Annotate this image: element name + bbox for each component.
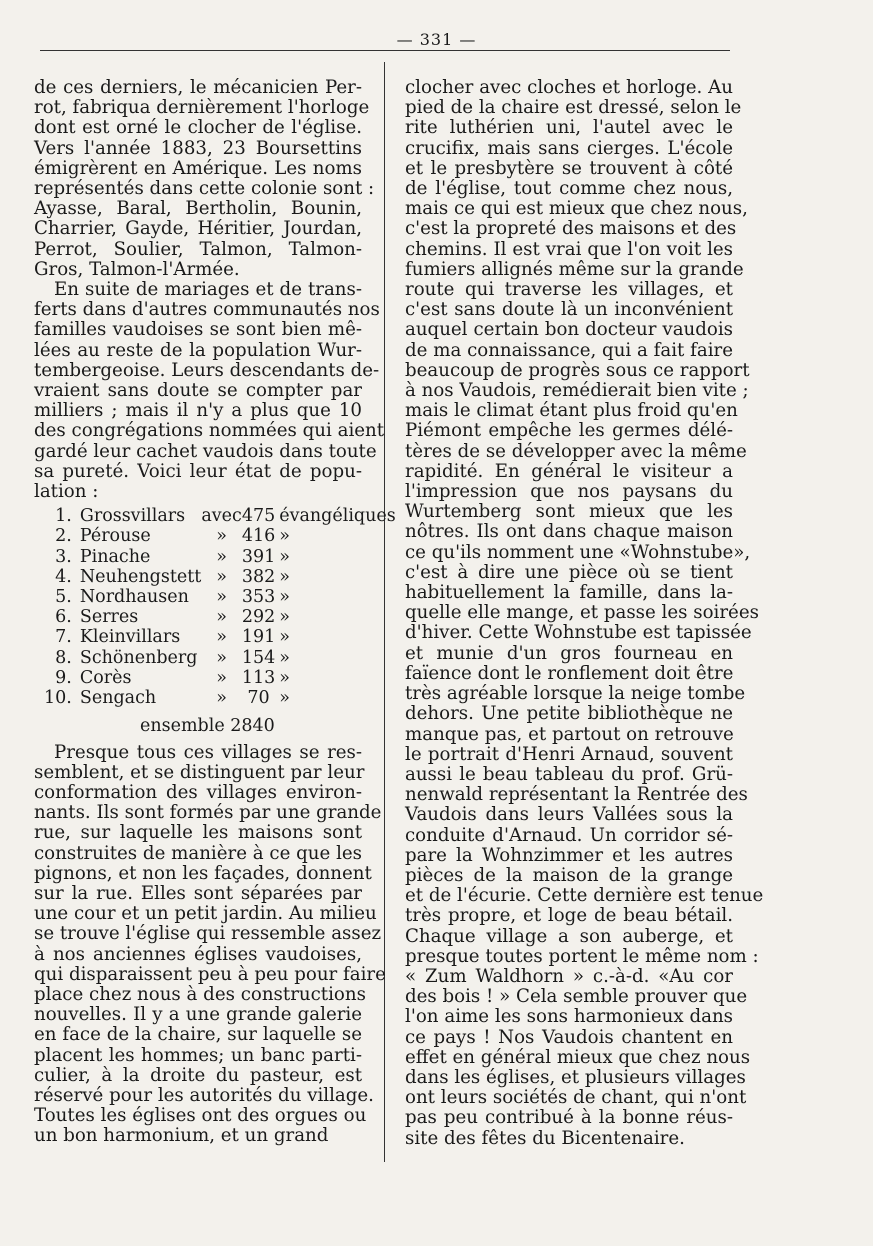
text-line: chemins. Il est vrai que l'on voit les bbox=[405, 238, 733, 260]
text-line: effet en général mieux que chez nous bbox=[405, 1046, 751, 1068]
row-number: 5. bbox=[55, 587, 72, 608]
ditto-mark: » bbox=[216, 587, 227, 608]
text-line: rue, sur laquelle les maisons sont bbox=[34, 822, 362, 844]
text-line: quelle elle mange, et passe les soirées bbox=[405, 602, 759, 624]
text-line: nôtres. Ils ont dans chaque maison bbox=[405, 521, 733, 543]
text-line: des congrégations nommées qui aient bbox=[34, 420, 385, 442]
text-line: pas peu contribué à la bonne réus- bbox=[405, 1107, 733, 1129]
left-column bbox=[34, 77, 396, 1147]
text-line: et de l'écurie. Cette dernière est tenue bbox=[405, 885, 764, 907]
village-name: Corès bbox=[79, 667, 132, 688]
ditto-mark: » bbox=[216, 607, 227, 628]
table-row bbox=[44, 607, 396, 627]
text-line: Wurtemberg sont mieux que les bbox=[405, 501, 733, 523]
population-count: 70 bbox=[247, 688, 270, 709]
population-count: 292 bbox=[241, 607, 276, 628]
row-number: 8. bbox=[55, 647, 72, 668]
text-line: le portrait d'Henri Arnaud, souvent bbox=[405, 743, 733, 765]
ditto-mark: » bbox=[216, 627, 227, 648]
text-line: émigrèrent en Amérique. Les noms bbox=[34, 157, 362, 179]
text-line: Presque tous ces villages se res- bbox=[54, 741, 362, 763]
text-line: faïence dont le ronflement doit être bbox=[405, 662, 734, 684]
village-name: Schönenberg bbox=[79, 647, 198, 668]
denomination: » bbox=[279, 647, 290, 668]
table-row bbox=[44, 627, 396, 647]
text-line: c'est la propreté des maisons et des bbox=[405, 218, 737, 240]
text-line: site des fêtes du Bicentenaire. bbox=[405, 1127, 685, 1149]
text-line: à nos Vaudois, remédierait bien vite ; bbox=[405, 380, 749, 402]
text-line: placent les hommes; un banc parti- bbox=[34, 1044, 362, 1066]
paragraph-right bbox=[405, 77, 764, 1149]
text-line: sur la rue. Elles sont séparées par bbox=[34, 882, 362, 904]
text-line: sa pureté. Voici leur état de popu- bbox=[34, 460, 362, 482]
text-line: rite luthérien uni, l'autel avec le bbox=[405, 117, 733, 139]
population-count: 191 bbox=[241, 627, 276, 648]
text-line: mais ce qui est mieux que chez nous, bbox=[405, 198, 748, 220]
population-table bbox=[44, 506, 396, 708]
denomination: » bbox=[279, 607, 290, 628]
denomination: » bbox=[279, 526, 290, 547]
text-line: Charrier, Gayde, Héritier, Jourdan, bbox=[34, 218, 362, 240]
population-count: 475 bbox=[241, 506, 276, 527]
ditto-mark: » bbox=[216, 688, 227, 709]
denomination: » bbox=[279, 546, 290, 567]
page-number: — 331 — bbox=[396, 30, 477, 49]
population-total: ensemble 2840 bbox=[140, 716, 275, 737]
text-line: tères de se développer avec la même bbox=[405, 440, 747, 462]
text-line: de ces derniers, le mécanicien Per- bbox=[34, 77, 362, 98]
table-row bbox=[44, 506, 396, 526]
row-number: 10. bbox=[44, 688, 72, 709]
population-count: 416 bbox=[241, 526, 276, 547]
text-line: lation : bbox=[34, 481, 99, 503]
text-line: d'hiver. Cette Wohnstube est tapissée bbox=[405, 622, 752, 644]
text-line: ferts dans d'autres communautés nos bbox=[34, 299, 380, 321]
text-line: nenwald représentant la Rentrée des bbox=[405, 784, 748, 806]
denomination: » bbox=[279, 627, 290, 648]
text-line: aussi le beau tableau du prof. Grü- bbox=[405, 763, 733, 785]
text-line: rapidité. En général le visiteur a bbox=[405, 460, 733, 482]
text-line: réservé pour les autorités du village. bbox=[34, 1084, 374, 1106]
ditto-mark: » bbox=[216, 647, 227, 668]
paragraph-1 bbox=[34, 77, 375, 280]
text-line: lées au reste de la population Wur- bbox=[34, 339, 362, 361]
text-line: conformation des villages environ- bbox=[34, 781, 362, 803]
denomination: » bbox=[279, 688, 290, 709]
text-line: beaucoup de progrès sous ce rapport bbox=[405, 359, 750, 381]
text-line: des bois ! » Cela semble prouver que bbox=[405, 986, 748, 1008]
text-line: ont leurs sociétés de chant, qui n'ont bbox=[405, 1087, 747, 1109]
row-number: 2. bbox=[55, 526, 72, 547]
text-line: En suite de mariages et de trans- bbox=[54, 279, 362, 301]
row-number: 9. bbox=[55, 667, 72, 688]
text-line: manque pas, et partout on retrouve bbox=[405, 723, 734, 745]
text-line: place chez nous à des constructions bbox=[34, 983, 366, 1005]
ditto-mark: avec bbox=[201, 506, 242, 527]
text-line: une cour et un petit jardin. Au milieu bbox=[34, 903, 377, 925]
text-line: et munie d'un gros fourneau en bbox=[405, 642, 733, 664]
text-line: ce qu'ils nomment une «Wohnstube», bbox=[405, 541, 751, 563]
village-name: Sengach bbox=[79, 688, 157, 709]
population-count: 154 bbox=[241, 647, 276, 668]
row-number: 7. bbox=[55, 627, 72, 648]
table-row bbox=[44, 668, 396, 688]
text-line: pied de la chaire est dressé, selon le bbox=[405, 97, 742, 119]
village-name: Grossvillars bbox=[79, 506, 186, 527]
text-line: se trouve l'église qui ressemble assez bbox=[34, 923, 382, 945]
text-line: culier, à la droite du pasteur, est bbox=[34, 1064, 362, 1086]
ditto-mark: » bbox=[216, 667, 227, 688]
table-row bbox=[44, 688, 396, 708]
denomination: » bbox=[279, 587, 290, 608]
text-line: tembergeoise. Leurs descendants de- bbox=[34, 359, 380, 381]
village-name: Kleinvillars bbox=[79, 627, 181, 648]
ditto-mark: » bbox=[216, 566, 227, 587]
table-row bbox=[44, 567, 396, 587]
village-name: Serres bbox=[79, 607, 139, 628]
text-line: clocher avec cloches et horloge. Au bbox=[405, 77, 733, 98]
text-line: c'est sans doute là un inconvénient bbox=[405, 299, 733, 321]
text-line: semblent, et se distinguent par leur bbox=[34, 761, 365, 783]
text-line: Vaudois dans leurs Vallées sous la bbox=[405, 804, 733, 826]
text-line: de l'église, tout comme chez nous, bbox=[405, 178, 733, 200]
text-line: construites de manière à ce que les bbox=[34, 842, 362, 864]
text-line: à nos anciennes églises vaudoises, bbox=[34, 943, 362, 965]
denomination: » bbox=[279, 667, 290, 688]
text-line: Chaque village a son auberge, et bbox=[405, 925, 733, 947]
text-line: Perrot, Soulier, Talmon, Talmon- bbox=[34, 238, 362, 260]
text-line: mais le climat étant plus froid qu'en bbox=[405, 400, 738, 422]
text-line: milliers ; mais il n'y a plus que 10 bbox=[34, 400, 362, 422]
population-count: 391 bbox=[241, 546, 276, 567]
header-rule bbox=[40, 50, 730, 51]
ditto-mark: » bbox=[216, 526, 227, 547]
text-line: vraient sans doute se compter par bbox=[34, 380, 362, 402]
text-line: Toutes les églises ont des orgues ou bbox=[34, 1105, 367, 1127]
table-row bbox=[44, 587, 396, 607]
village-name: Pinache bbox=[79, 546, 151, 567]
text-line: c'est à dire une pièce où se tient bbox=[405, 561, 733, 583]
table-row bbox=[44, 648, 396, 668]
text-line: qui disparaissent peu à peu pour faire bbox=[34, 963, 386, 985]
text-line: ce pays ! Nos Vaudois chantent en bbox=[405, 1026, 733, 1048]
text-line: Gros, Talmon-l'Armée. bbox=[34, 258, 240, 280]
text-line: très agréable lorsque la neige tombe bbox=[405, 683, 746, 705]
row-number: 1. bbox=[55, 506, 72, 527]
text-line: « Zum Waldhorn » c.-à-d. «Au cor bbox=[405, 965, 733, 987]
text-line: pièces de la maison de la grange bbox=[405, 864, 733, 886]
text-line: dehors. Une petite bibliothèque ne bbox=[405, 703, 733, 725]
text-line: un bon harmonium, et un grand bbox=[34, 1125, 329, 1147]
text-line: l'on aime les sons harmonieux dans bbox=[405, 1006, 733, 1028]
text-line: représentés dans cette colonie sont : bbox=[34, 178, 375, 200]
text-line: l'impression que nos paysans du bbox=[405, 481, 733, 503]
text-line: gardé leur cachet vaudois dans toute bbox=[34, 440, 377, 462]
text-line: Ayasse, Baral, Bertholin, Bounin, bbox=[34, 198, 362, 220]
ditto-mark: » bbox=[216, 546, 227, 567]
text-line: familles vaudoises se sont bien mê- bbox=[34, 319, 362, 341]
text-line: dont est orné le clocher de l'église. bbox=[34, 117, 362, 139]
text-line: auquel certain bon docteur vaudois bbox=[405, 319, 733, 341]
paragraph-2 bbox=[34, 279, 385, 503]
denomination: évangéliques bbox=[279, 506, 396, 527]
row-number: 6. bbox=[55, 607, 72, 628]
row-number: 4. bbox=[55, 566, 72, 587]
right-column bbox=[405, 77, 764, 1149]
text-line: rot, fabriqua dernièrement l'horloge bbox=[34, 97, 370, 119]
row-number: 3. bbox=[55, 546, 72, 567]
village-name: Neuhengstett bbox=[79, 566, 202, 587]
text-line: crucifix, mais sans cierges. L'école bbox=[405, 137, 733, 159]
text-line: pare la Wohnzimmer et les autres bbox=[405, 844, 733, 866]
text-line: route qui traverse les villages, et bbox=[405, 279, 733, 301]
text-line: nants. Ils sont formés par une grande bbox=[34, 802, 382, 824]
text-line: fumiers allignés même sur la grande bbox=[405, 258, 744, 280]
denomination: » bbox=[279, 566, 290, 587]
text-line: pignons, et non les façades, donnent bbox=[34, 862, 372, 884]
text-line: Piémont empêche les germes délé- bbox=[405, 420, 733, 442]
text-line: conduite d'Arnaud. Un corridor sé- bbox=[405, 824, 733, 846]
text-line: dans les églises, et plusieurs villages bbox=[405, 1066, 746, 1088]
paragraph-3 bbox=[34, 741, 386, 1147]
table-row bbox=[44, 547, 396, 567]
table-row bbox=[44, 526, 396, 546]
population-count: 113 bbox=[241, 667, 276, 688]
text-line: en face de la chaire, sur laquelle se bbox=[34, 1024, 362, 1046]
population-count: 382 bbox=[241, 566, 276, 587]
village-name: Nordhausen bbox=[79, 587, 189, 608]
text-line: et le presbytère se trouvent à côté bbox=[405, 157, 733, 179]
population-count: 353 bbox=[241, 587, 276, 608]
text-line: habituellement la famille, dans la- bbox=[405, 582, 733, 604]
village-name: Pérouse bbox=[79, 526, 151, 547]
text-line: Vers l'année 1883, 23 Boursettins bbox=[34, 137, 362, 159]
text-line: nouvelles. Il y a une grande galerie bbox=[34, 1004, 362, 1026]
text-line: très propre, et loge de beau bétail. bbox=[405, 905, 733, 927]
text-line: presque toutes portent le même nom : bbox=[405, 945, 759, 967]
text-line: de ma connaissance, qui a fait faire bbox=[405, 339, 733, 361]
